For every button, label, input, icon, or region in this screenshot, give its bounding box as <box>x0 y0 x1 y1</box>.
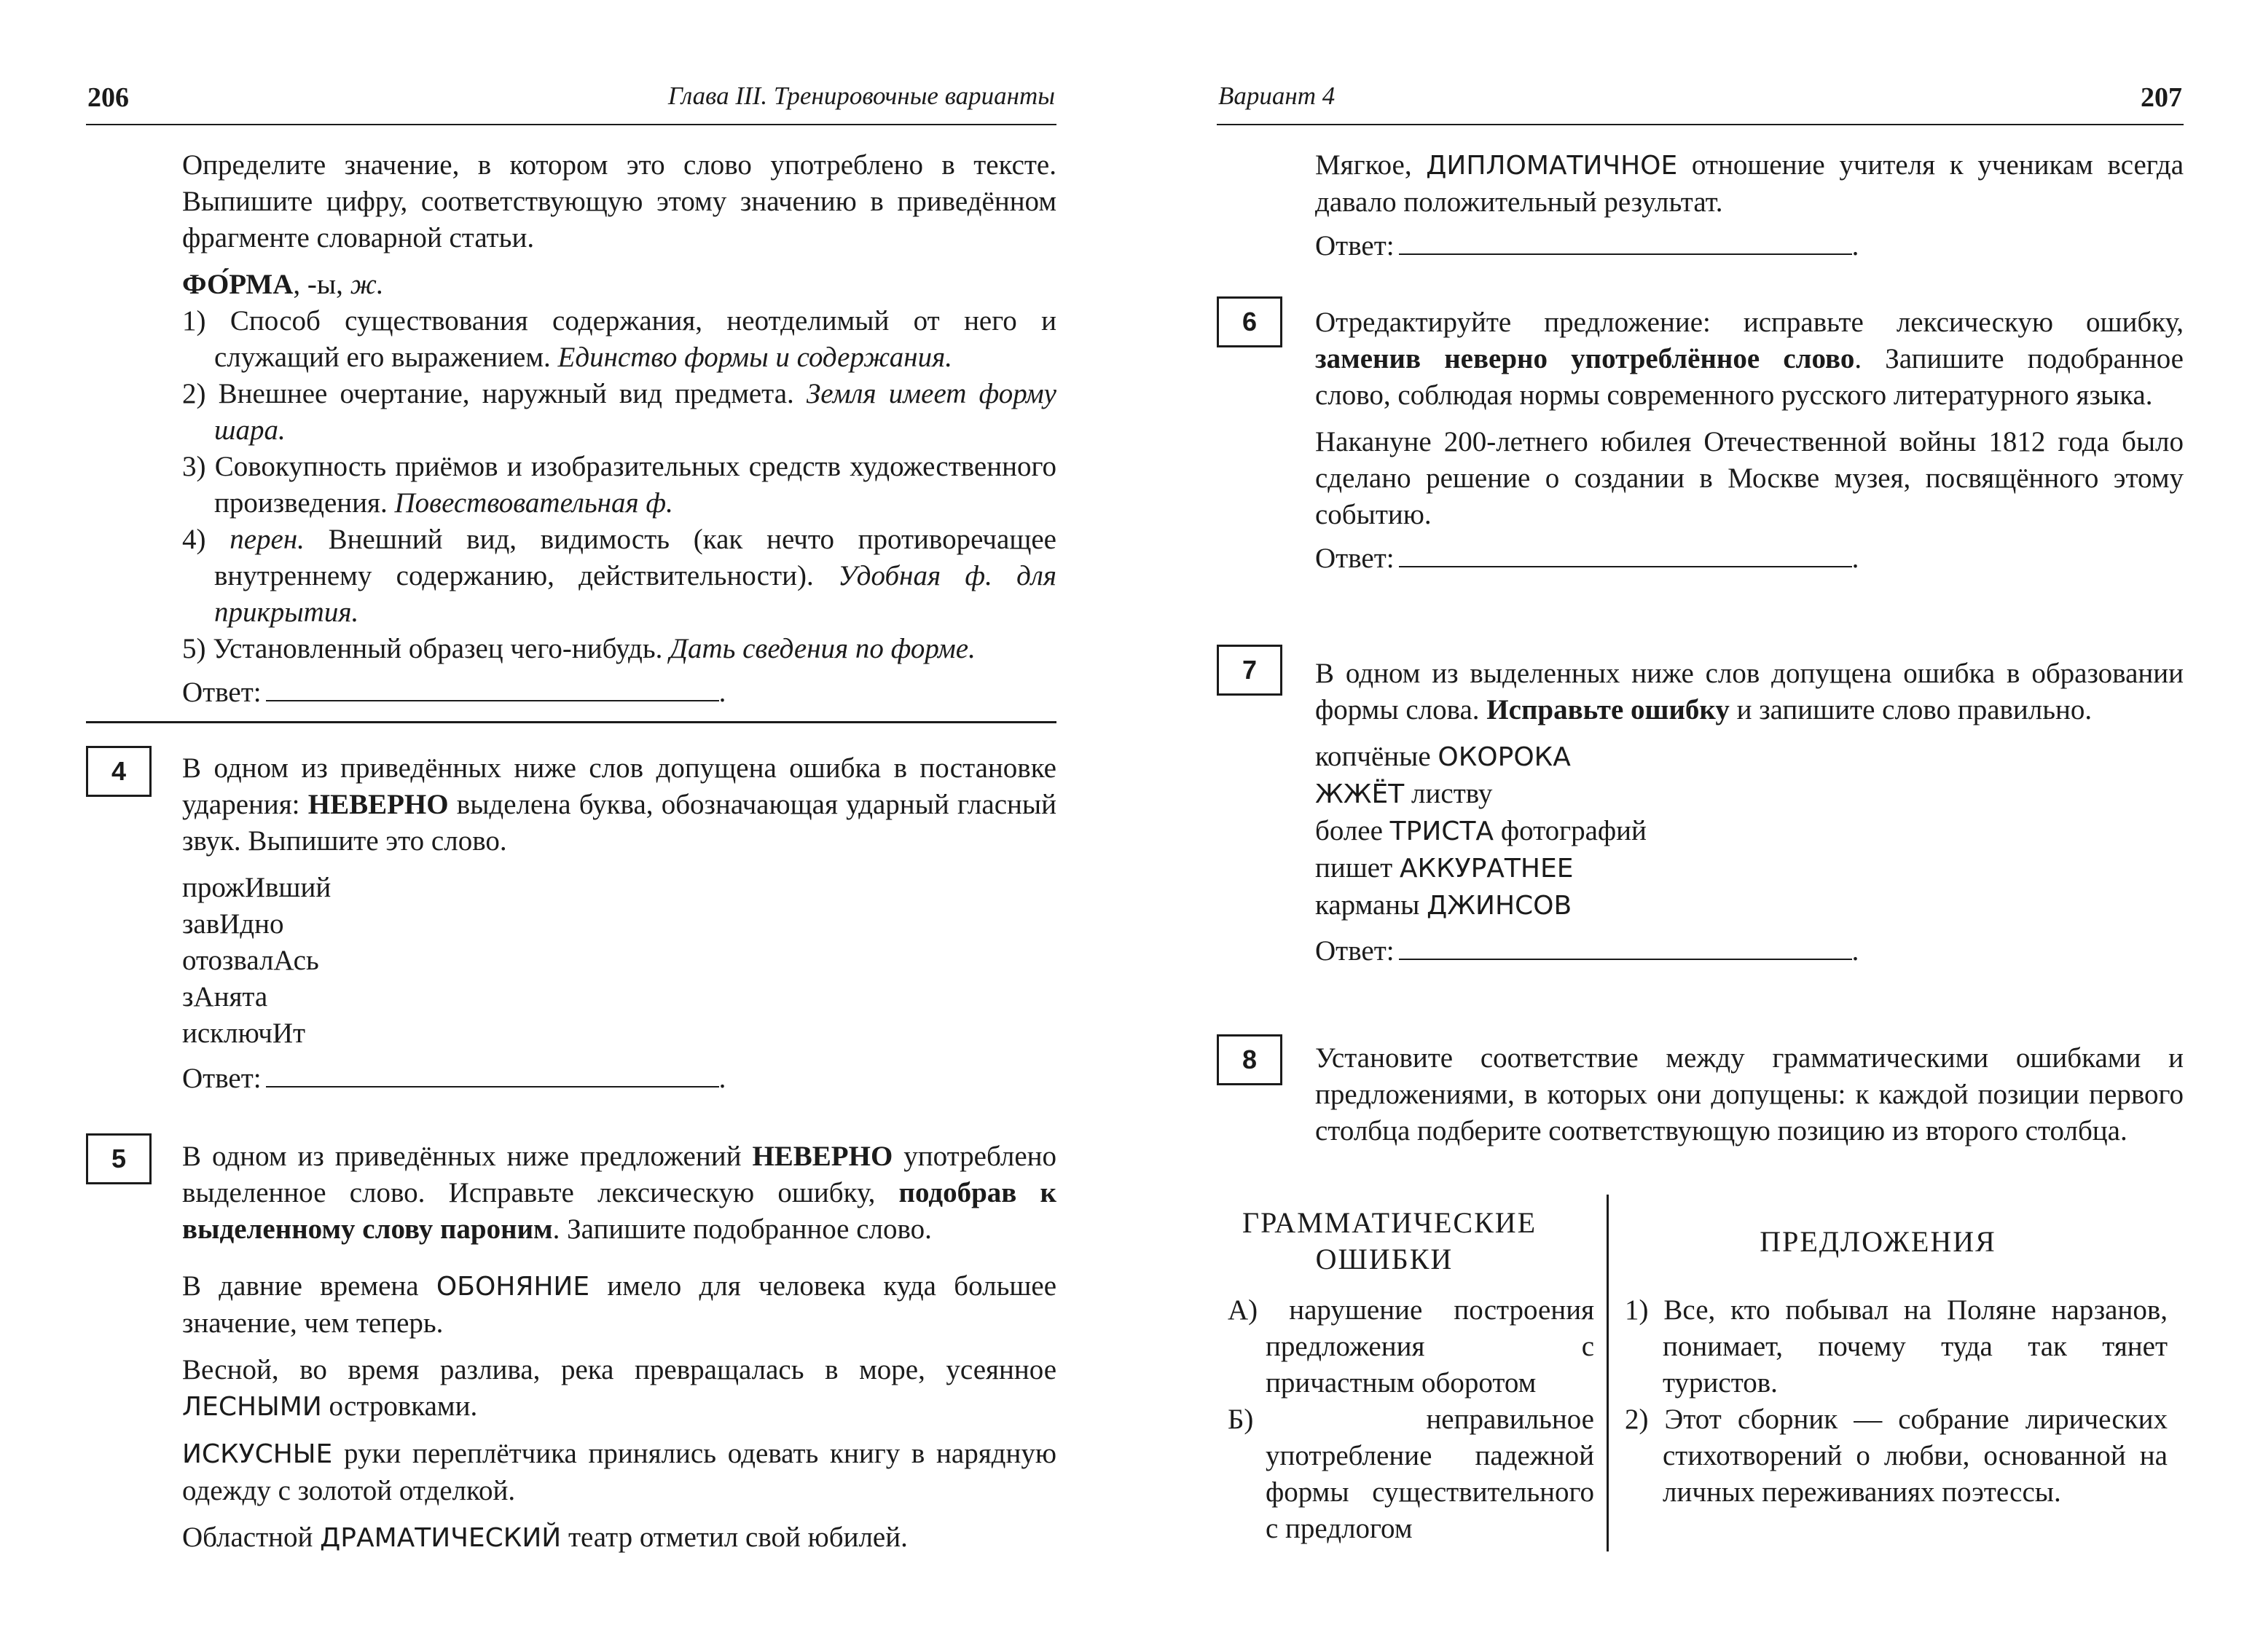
answer-line[interactable] <box>266 1061 719 1087</box>
task8-number-box: 8 <box>1217 1034 1282 1085</box>
answer-line[interactable] <box>1399 934 1852 960</box>
answer-line[interactable] <box>1399 541 1852 567</box>
task4 <box>182 750 1056 1097</box>
task4-word: зАнята <box>182 981 268 1012</box>
page-number-right: 207 <box>2141 82 2182 113</box>
task3-continuation <box>182 147 1056 711</box>
header-rule-left <box>86 124 1056 125</box>
definition-2: 2) Внешнее очертание, наружный вид предмета. Земля имеет форму шара. <box>182 378 1056 446</box>
sentence-item-1: 1) Все, кто побывал на Поляне нарзанов, понимает, почему туда так тянет туристов. <box>1625 1294 2168 1399</box>
dict-headword: ФО́РМА <box>182 269 294 300</box>
task-separator <box>86 721 1056 723</box>
definition-5: 5) Установленный образец чего-нибудь. Дать сведения по форме. <box>182 633 976 664</box>
page-number-left: 206 <box>87 82 129 113</box>
task7-phrase: пишет АККУРАТНЕЕ <box>1315 852 1574 884</box>
definition-1: 1) Способ существования содержания, неотделимый от него и служащий его выражением. Единство формы и содержания. <box>182 305 1056 373</box>
column-divider <box>1607 1195 1609 1551</box>
answer-row-task7: Ответ: . <box>1315 935 1859 967</box>
task7-phrase-list <box>1315 739 2184 924</box>
task5-continuation <box>1315 147 2184 264</box>
col1-title: ГРАММАТИЧЕСКИЕ ОШИБКИ <box>1242 1206 1537 1275</box>
task7-phrase: более ТРИСТА фотографий <box>1315 815 1647 846</box>
task4-number-box: 4 <box>86 746 152 797</box>
dict-gender: ж. <box>350 269 384 300</box>
task5-sentence: Весной, во время разлива, река превращалась в море, усеянное ЛЕСНЫМИ островками. <box>182 1354 1056 1422</box>
left-running-header: Глава III. Тренировочные варианты <box>667 82 1055 110</box>
answer-line[interactable] <box>266 675 719 701</box>
task5 <box>182 1138 1056 1557</box>
task4-word-list <box>182 870 1056 1052</box>
task6 <box>1315 304 2184 577</box>
sentence-item-2: 2) Этот сборник — собрание лирических стихотворений о любви, основанной на личных переживаниях поэтессы. <box>1625 1404 2168 1508</box>
answer-row-task4: Ответ: . <box>182 1063 726 1094</box>
task5-sentence: В давние времена ОБОНЯНИЕ имело для человека куда большее значение, чем теперь. <box>182 1270 1056 1339</box>
error-item-a: А) нарушение построения предложения с причастным оборотом <box>1228 1294 1595 1399</box>
task4-word: завИдно <box>182 908 284 940</box>
answer-row-task3: Ответ: . <box>182 677 726 708</box>
sentences-column <box>1625 1292 2168 1511</box>
task8-instruction: Установите соответствие между грамматическими ошибками и предложениями, в которых они допущены: к каждой позиции первого столбца подберите соответствующую позицию из второго столбца. <box>1315 1042 2184 1146</box>
answer-label: Ответ: <box>182 677 262 708</box>
task6-sentence: Накануне 200-летнего юбилея Отечественной войны 1812 года было сделано решение о создании в Москве музея, посвящённого этому событию. <box>1315 426 2184 530</box>
definition-4: 4) перен. Внешний вид, видимость (как нечто противоречащее внутреннему содержанию, действительности). Удобная ф. для прикрытия. <box>182 524 1057 628</box>
task6-instruction: Отредактируйте предложение: исправьте лексическую ошибку, заменив неверно употреблённое слово. Запишите подобранное слово, соблюдая нормы современного русского литературного языка. <box>1315 307 2184 411</box>
answer-label: Ответ: <box>182 1063 262 1094</box>
task7-phrase: ЖЖЁТ листву <box>1315 778 1493 809</box>
answer-row-task5: Ответ: . <box>1315 230 1859 261</box>
errors-column <box>1228 1292 1594 1547</box>
task3-intro: Определите значение, в котором это слово употреблено в тексте. Выпишите цифру, соответствующую этому значению в приведённом фрагменте словарной статьи. <box>182 149 1056 253</box>
header-rule-right <box>1217 124 2184 125</box>
answer-label: Ответ: <box>1315 543 1395 574</box>
task7-instruction: В одном из выделенных ниже слов допущена ошибка в образовании формы слова. Исправьте ошибку и запишите слово правильно. <box>1315 658 2184 725</box>
answer-label: Ответ: <box>1315 935 1395 967</box>
dict-entry <box>182 267 1056 303</box>
task4-word: отозвалАсь <box>182 945 319 976</box>
task7-phrase: карманы ДЖИНСОВ <box>1315 889 1572 921</box>
left-page <box>0 0 1093 1652</box>
error-item-b: Б) неправильное употребление падежной формы существительного с предлогом <box>1228 1404 1594 1544</box>
task5-number-box: 5 <box>86 1133 152 1184</box>
answer-label: Ответ: <box>1315 230 1395 261</box>
task7-phrase: копчёные ОКОРОКА <box>1315 741 1571 772</box>
task5-sentence: ИСКУСНЫЕ руки переплётчика принялись одевать книгу в нарядную одежду с золотой отделкой. <box>182 1438 1056 1506</box>
task4-word: прожИвший <box>182 872 332 903</box>
col2-title: ПРЕДЛОЖЕНИЯ <box>1760 1225 1996 1258</box>
task7 <box>1315 656 2184 969</box>
task5-instruction: В одном из приведённых ниже предложений НЕВЕРНО употреблено выделенное слово. Исправьте лексическую ошибку, подобрав к выделенному слову пароним. Запишите подобранное слово. <box>182 1141 1057 1245</box>
task6-number-box: 6 <box>1217 296 1282 347</box>
task4-instruction: В одном из приведённых ниже слов допущена ошибка в постановке ударения: НЕВЕРНО выделена буква, обозначающая ударный гласный звук. Выпишите это слово. <box>182 752 1056 857</box>
task5-sentence: Мягкое, ДИПЛОМАТИЧНОЕ отношение учителя к ученикам всегда давало положительный результат. <box>1315 149 2184 218</box>
answer-row-task6: Ответ: . <box>1315 543 1859 574</box>
right-page <box>1148 0 2255 1652</box>
answer-line[interactable] <box>1399 229 1852 255</box>
dict-grammar: , -ы, <box>293 269 350 300</box>
task5-sentence: Областной ДРАМАТИЧЕСКИЙ театр отметил свой юбилей. <box>182 1522 908 1553</box>
right-running-header: Вариант 4 <box>1218 82 1336 110</box>
definition-3: 3) Совокупность приёмов и изобразительных средств художественного произведения. Повествовательная ф. <box>182 451 1056 519</box>
task7-number-box: 7 <box>1217 645 1282 696</box>
task4-word: исключИт <box>182 1018 306 1049</box>
